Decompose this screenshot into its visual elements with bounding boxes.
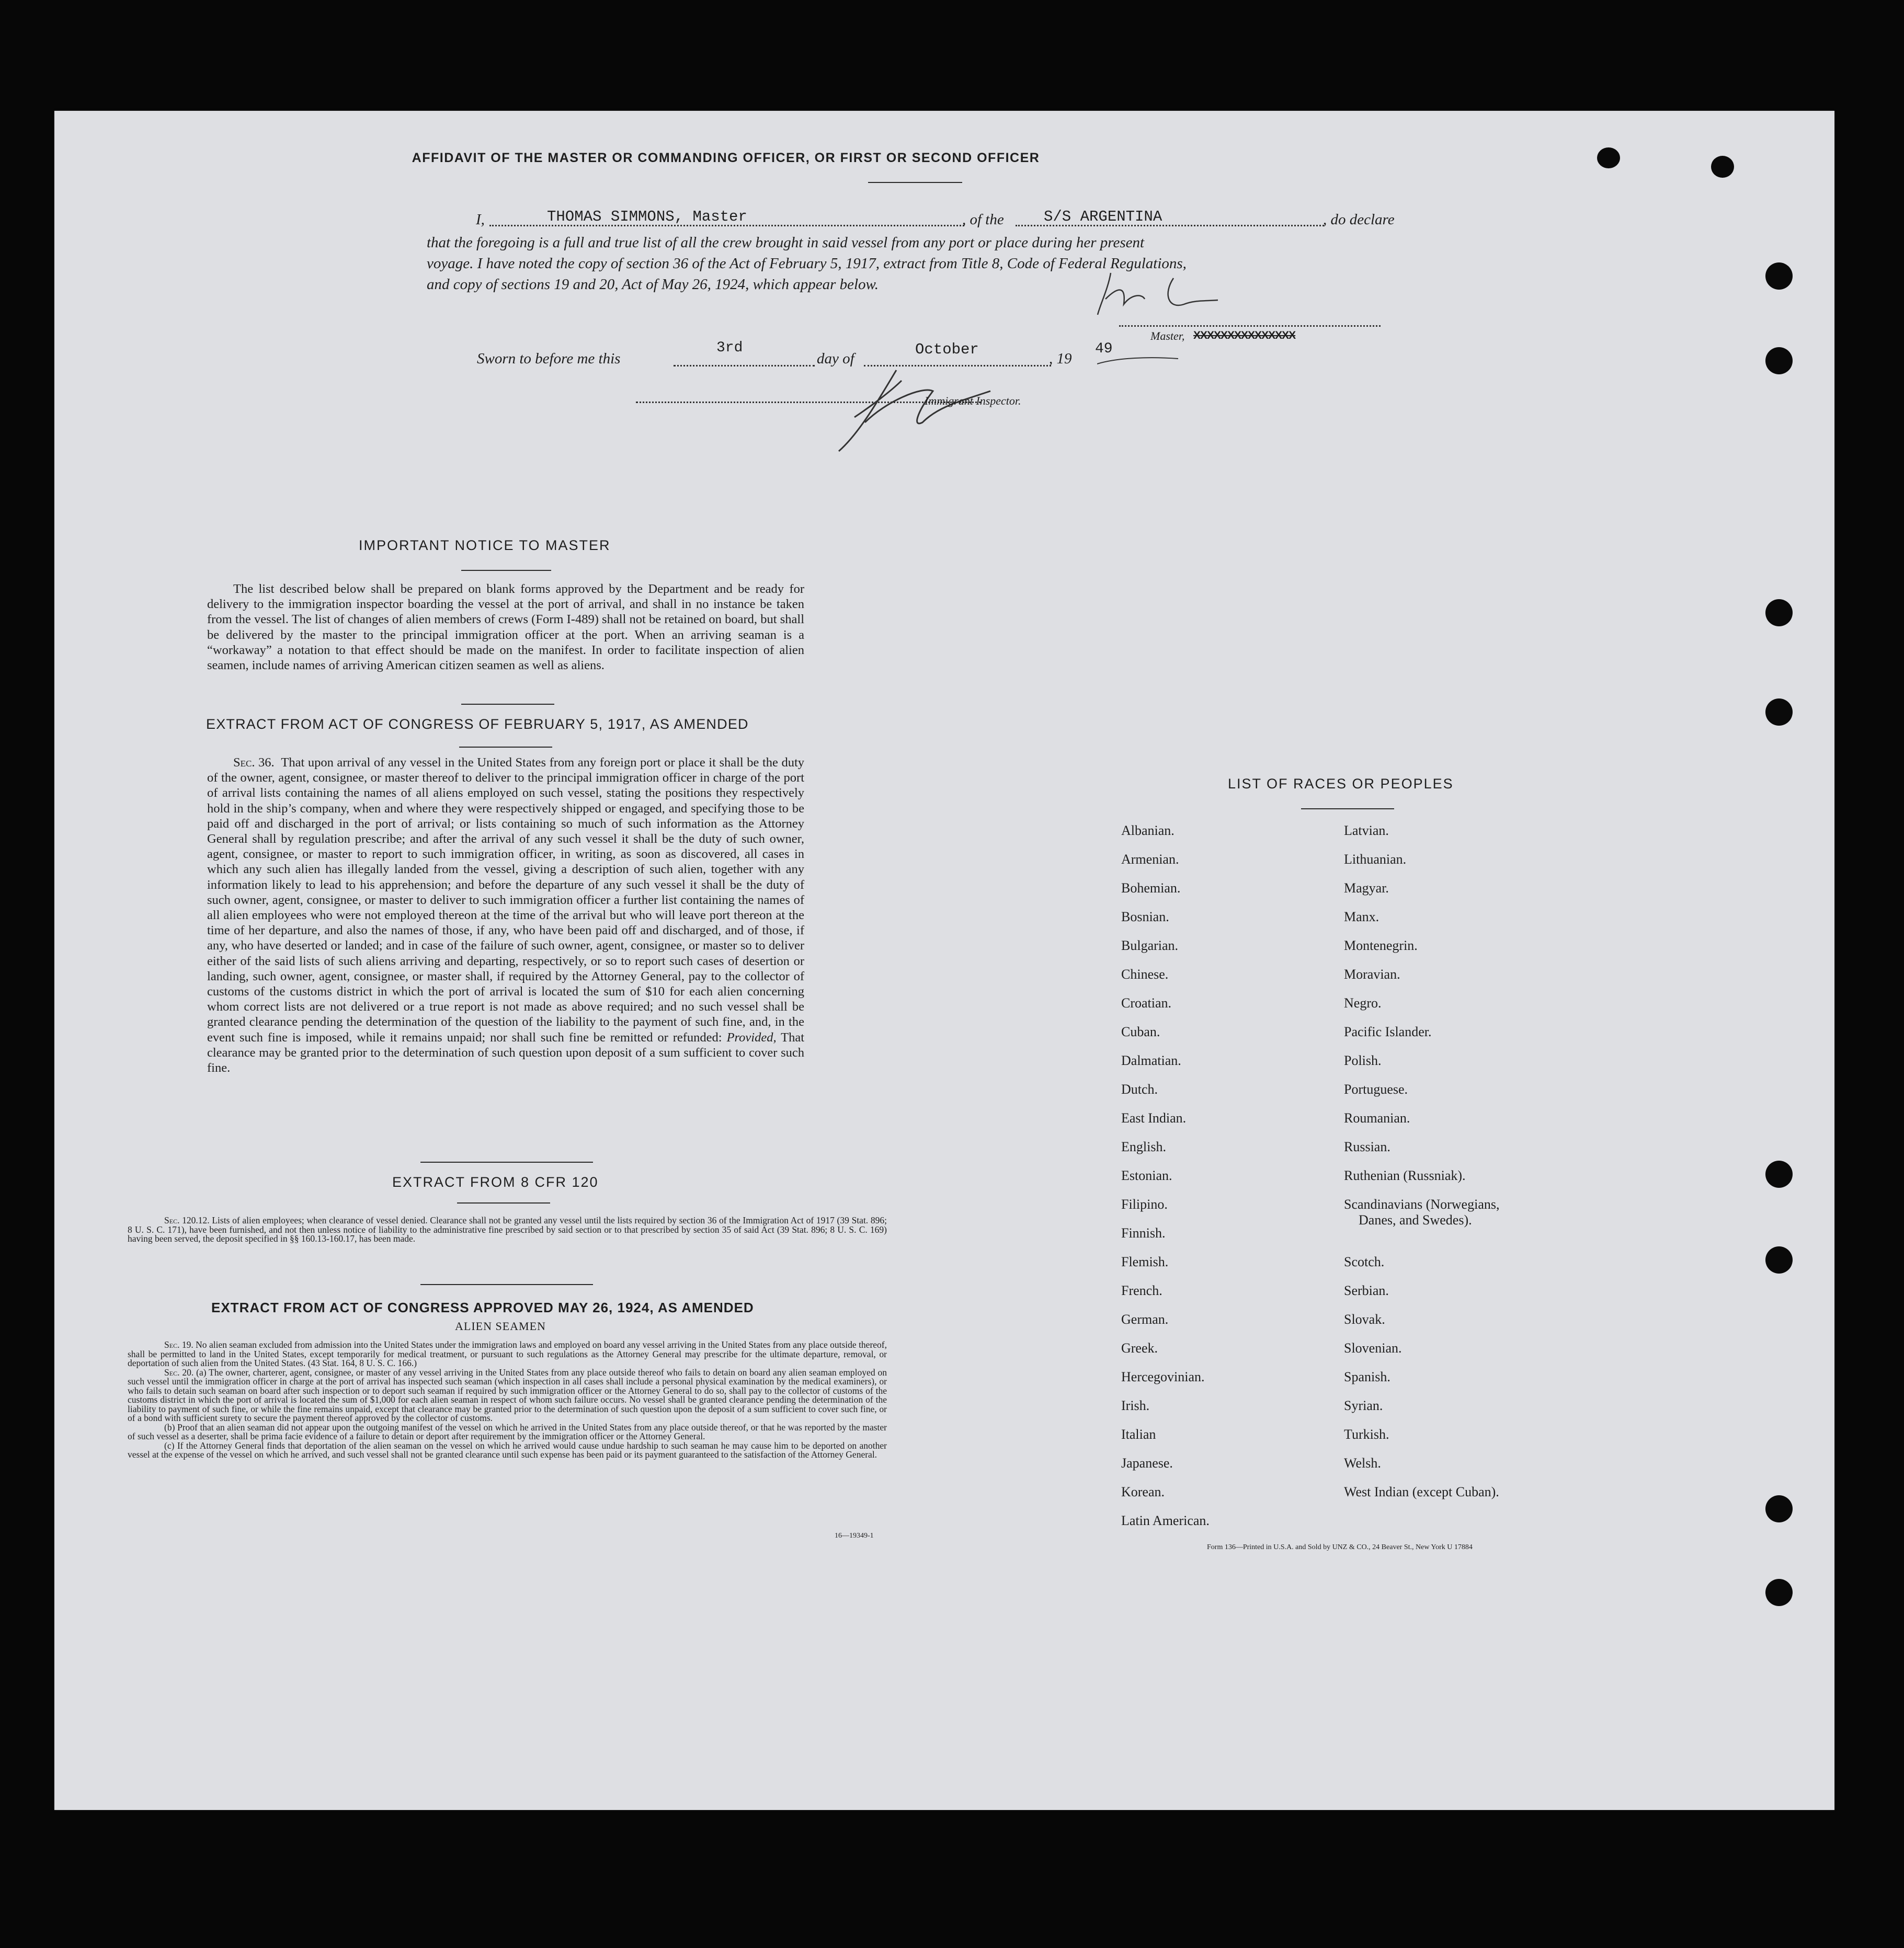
master-name-value: THOMAS SIMMONS, Master xyxy=(547,208,747,225)
sworn-day-line xyxy=(674,365,815,366)
race-item: Danes, and Swedes). xyxy=(1359,1212,1472,1228)
vessel-name-value: S/S ARGENTINA xyxy=(1044,208,1162,225)
races-title: LIST OF RACES OR PEOPLES xyxy=(1228,776,1454,792)
punch-hole xyxy=(1711,156,1734,178)
race-item: Japanese. xyxy=(1121,1456,1173,1471)
master-signature-line xyxy=(1119,325,1381,327)
sec-20-b-text: (b) Proof that an alien seaman did not appear upon the outgoing manifest of the vessel on which he arrived in the United States from any place outside thereof, or that he was reported by the master of such vessel as a deserter, shall be prima facie evidence of a failure to detain or deport after requirement by the immigration officer or the Attorney General. xyxy=(128,1422,887,1441)
race-item: West Indian (except Cuban). xyxy=(1344,1484,1499,1499)
notice-rule xyxy=(461,570,551,571)
alien-seamen-subtitle: ALIEN SEAMEN xyxy=(455,1320,546,1333)
sworn-day-value: 3rd xyxy=(716,340,743,356)
sec-120-12-text: Lists of alien employees; when clearance of vessel denied. Clearance shall not be granted any vessel until the lists required by section 36 of the Immigration Act of 1917 (39 Stat. 896; 8 U. S. C. 171), have been furnished, and not then unless notice of liability to the administrative fine prescribed by said section or to that prescribed by section 35 of said Act (39 Stat. 896; 8 U. S. C. 169) having been served, the deposit specified in §§ 160.13-160.17, has been made. xyxy=(128,1215,887,1244)
race-item: Chinese. xyxy=(1121,967,1169,982)
race-item: Finnish. xyxy=(1121,1225,1166,1241)
race-item: French. xyxy=(1121,1283,1162,1298)
notice-title: IMPORTANT NOTICE TO MASTER xyxy=(359,537,611,553)
extract-1917-title: EXTRACT FROM ACT OF CONGRESS OF FEBRUARY 5, 1917, AS AMENDED xyxy=(206,716,749,732)
race-item: German. xyxy=(1121,1312,1169,1327)
race-item: Moravian. xyxy=(1344,967,1400,982)
punch-hole xyxy=(1765,1579,1793,1606)
punch-hole xyxy=(1765,262,1793,290)
punch-hole xyxy=(1765,599,1793,626)
form-footer: Form 136—Printed in U.S.A. and Sold by UNZ & CO., 24 Beaver St., New York U 17884 xyxy=(1207,1543,1473,1551)
sec-36-text: That upon arrival of any vessel in the United States from any foreign port or place it shall be the duty of the owner, agent, consignee, or master thereof to deliver to the principal immigration officer in charge of the port of arrival lists containing the names of all aliens employed on such vessel, stating the positions they respectively hold in the ship’s company, when and where they were respectively shipped or engaged, and specifying those to be paid off and discharged in the port of arrival; or lists containing so much of such information as the Attorney General shall by regulation prescribe; and after the arrival of any such vessel it shall be the duty of such owner, agent, consignee, or master to report to such immigration officer, in writing, as soon as discovered, all cases in which any such alien has illegally landed from the vessel, giving a description of such alien, together with any information likely to lead to his apprehension; and before the departure of any such vessel it shall be the duty of such owner, agent, consignee, or master to deliver to such immigration officer a further list containing the names of all alien employees who were not employed thereon at the time of the arrival but who will leave port thereon at the time of her departure, and also the names of those, if any, who have been paid off and discharged, and of those, if any, who have deserted or landed; and in case of the failure of such owner, agent, consignee, or master so to deliver either of the said lists of such aliens arriving and departing, respectively, or so to report such cases of desertion or landing, such owner, agent, consignee, or master shall, if required by the Attorney General, pay to the collector of customs of the customs district in which the port of arrival is located the sum of $10 for each alien concerning whom correct lists are not delivered or a true report is not made as above required; and no such vessel shall be granted clearance pending the determination of the question of the liability to the payment of such fine, and, in the event such fine is imposed, while it remains unpaid; nor shall such fine be remitted or refunded: xyxy=(207,755,805,1045)
race-item: Estonian. xyxy=(1121,1168,1172,1183)
extract-cfr-text xyxy=(128,1216,887,1244)
race-item: Korean. xyxy=(1121,1484,1165,1499)
extract-1924-title: EXTRACT FROM ACT OF CONGRESS APPROVED MAY 26, 1924, AS AMENDED xyxy=(211,1300,754,1315)
race-item: Greek. xyxy=(1121,1340,1158,1356)
race-item: English. xyxy=(1121,1139,1166,1154)
master-label: Master, xyxy=(1150,329,1185,342)
race-item: Spanish. xyxy=(1344,1369,1390,1384)
punch-hole xyxy=(1597,147,1620,168)
race-item: Bohemian. xyxy=(1121,880,1181,896)
race-item: Roumanian. xyxy=(1344,1110,1410,1126)
race-item: Irish. xyxy=(1121,1398,1150,1413)
race-item: Slovak. xyxy=(1344,1312,1385,1327)
title-rule xyxy=(868,182,962,183)
extract-1924-text xyxy=(128,1340,887,1460)
race-item: Negro. xyxy=(1344,995,1382,1011)
race-item: Italian xyxy=(1121,1427,1156,1442)
master-struck-title: XXXXXXXXXXXXXXX xyxy=(1193,329,1296,341)
day-of-label: day of xyxy=(817,350,854,367)
race-item: Bulgarian. xyxy=(1121,938,1179,953)
sec-36-label: Sec. 36. xyxy=(233,755,275,770)
affidavit-title: AFFIDAVIT OF THE MASTER OR COMMANDING OFFICER, OR FIRST OR SECOND OFFICER xyxy=(412,151,1040,165)
extract-cfr-title: EXTRACT FROM 8 CFR 120 xyxy=(392,1174,599,1190)
declaration-line-2: that the foregoing is a full and true list of all the crew brought in said vessel from any port or place during her present xyxy=(427,234,1145,251)
race-item: Latvian. xyxy=(1344,823,1389,838)
year-flourish xyxy=(1097,352,1181,368)
provided-label: Provided, xyxy=(726,1030,777,1045)
do-declare-label: , do declare xyxy=(1323,211,1395,228)
inspector-label: Immigrant Inspector. xyxy=(925,394,1021,407)
extract-1917-text xyxy=(207,755,804,1075)
race-item: Syrian. xyxy=(1344,1398,1383,1413)
race-item: Scotch. xyxy=(1344,1254,1385,1269)
notice-end-rule xyxy=(461,704,554,705)
document-page xyxy=(54,111,1834,1810)
race-item: Filipino. xyxy=(1121,1197,1168,1212)
race-item: Croatian. xyxy=(1121,995,1172,1011)
races-rule xyxy=(1301,808,1394,809)
race-item: Flemish. xyxy=(1121,1254,1169,1269)
year-suffix: 49 xyxy=(1095,341,1113,357)
punch-hole xyxy=(1765,1495,1793,1522)
race-item: Dutch. xyxy=(1121,1082,1158,1097)
of-the-label: , of the xyxy=(962,211,1004,228)
punch-hole xyxy=(1765,1246,1793,1274)
extract-cfr-rule xyxy=(457,1202,550,1204)
master-signature xyxy=(1095,268,1221,320)
punch-hole xyxy=(1765,347,1793,374)
race-item: Latin American. xyxy=(1121,1513,1210,1528)
declaration-line-4: and copy of sections 19 and 20, Act of May 26, 1924, which appear below. xyxy=(427,276,879,293)
declare-i-label: I, xyxy=(476,211,485,228)
race-item: Turkish. xyxy=(1344,1427,1389,1442)
race-item: Bosnian. xyxy=(1121,909,1169,924)
race-item: Magyar. xyxy=(1344,880,1389,896)
sworn-month-value: October xyxy=(915,341,979,358)
race-item: Dalmatian. xyxy=(1121,1053,1181,1068)
notice-text xyxy=(207,581,804,673)
sec-20-c-text: (c) If the Attorney General finds that deportation of the alien seaman on the vessel on which he arrived would cause undue hardship to such seaman he may cause him to be deported on another vessel at the expense of the vessel on which he arrived, and such vessel shall not be granted clearance until such expense has been paid or its payment guaranteed to the satisfaction of the Attorney General. xyxy=(128,1440,887,1460)
sec-36-text-end: That clearance may be granted prior to the determination of such question upon deposit of a sum sufficient to cover such fine. xyxy=(207,1030,805,1075)
sec-20-a-text: (a) The owner, charterer, agent, consignee, or master of any vessel arriving in the United States from any place outside thereof who fails to detain on board any alien seaman employed on such vessel until the immigration officer in charge at the port of arrival has inspected such seaman (which inspection in all cases shall include a personal physical examination by the medical examiners), or who fails to detain such seaman on board after such inspection or to deport such seaman if required by such immigration officer or the Attorney General to do so, shall pay to the collector of customs of the customs district in which the port of arrival is located the sum of $1,000 for each alien seaman in respect of whom such failure occurs. No vessel shall be granted clearance pending the determination of the liability to payment of such fine, or while the fine remains unpaid, except that clearance may be granted prior to the determination of such question upon the deposit of a sum sufficient to cover such fine, or of a bond with sufficient surety to secure the payment thereof approved by the collector of customs. xyxy=(128,1367,887,1423)
extract-1917-rule xyxy=(459,747,552,748)
sec-19-label: Sec. 19. xyxy=(164,1339,193,1350)
notice-paragraph: The list described below shall be prepared on blank forms approved by the Department and be ready for delivery to the immigration inspector boarding the vessel at the port of arrival, and shall in no instance be taken from the vessel. The list of changes of alien members of crews (Form I-489) shall not be retained on board, but shall be delivered by the master to the principal immigration officer at the port. When an arriving seaman is a “workaway” a notation to that effect should be made on the manifest. In order to facilitate inspection of alien seamen, include names of arriving American citizen seamen as well as aliens. xyxy=(207,582,804,673)
race-item: Cuban. xyxy=(1121,1024,1160,1039)
extract-1917-end-rule xyxy=(420,1162,593,1163)
race-item: East Indian. xyxy=(1121,1110,1187,1126)
sec-120-12-label: Sec. 120.12. xyxy=(164,1215,210,1225)
sec-20-label: Sec. 20. xyxy=(164,1367,194,1378)
race-item: Lithuanian. xyxy=(1344,852,1407,867)
race-item: Welsh. xyxy=(1344,1456,1381,1471)
race-item: Montenegrin. xyxy=(1344,938,1418,953)
race-item: Portuguese. xyxy=(1344,1082,1408,1097)
race-item: Polish. xyxy=(1344,1053,1382,1068)
race-item: Armenian. xyxy=(1121,852,1179,867)
race-item: Scandinavians (Norwegians, xyxy=(1344,1197,1500,1212)
race-item: Russian. xyxy=(1344,1139,1390,1154)
extract-cfr-end-rule xyxy=(420,1284,593,1285)
sworn-label: Sworn to before me this xyxy=(477,350,621,367)
race-item: Serbian. xyxy=(1344,1283,1389,1298)
punch-hole xyxy=(1765,698,1793,726)
race-item: Slovenian. xyxy=(1344,1340,1402,1356)
year-prefix: , 19 xyxy=(1049,350,1072,367)
print-code: 16—19349-1 xyxy=(835,1532,874,1540)
sec-19-text: No alien seaman excluded from admission into the United States under the immigration laws and employed on board any vessel arriving in the United States from any place outside thereof, shall be permitted to land in the United States, except temporarily for medical treatment, or pursuant to such regulations as the Attorney General may prescribe for the ultimate departure, removal, or deportation of such alien from the United States. (43 Stat. 164, 8 U. S. C. 166.) xyxy=(128,1339,887,1368)
declaration-line-3: voyage. I have noted the copy of section 36 of the Act of February 5, 1917, extract from Title 8, Code of Federal Regulations, xyxy=(427,255,1187,272)
punch-hole xyxy=(1765,1161,1793,1188)
race-item: Manx. xyxy=(1344,909,1379,924)
race-item: Albanian. xyxy=(1121,823,1175,838)
race-item: Hercegovinian. xyxy=(1121,1369,1205,1384)
race-item: Ruthenian (Russniak). xyxy=(1344,1168,1466,1183)
race-item: Pacific Islander. xyxy=(1344,1024,1432,1039)
